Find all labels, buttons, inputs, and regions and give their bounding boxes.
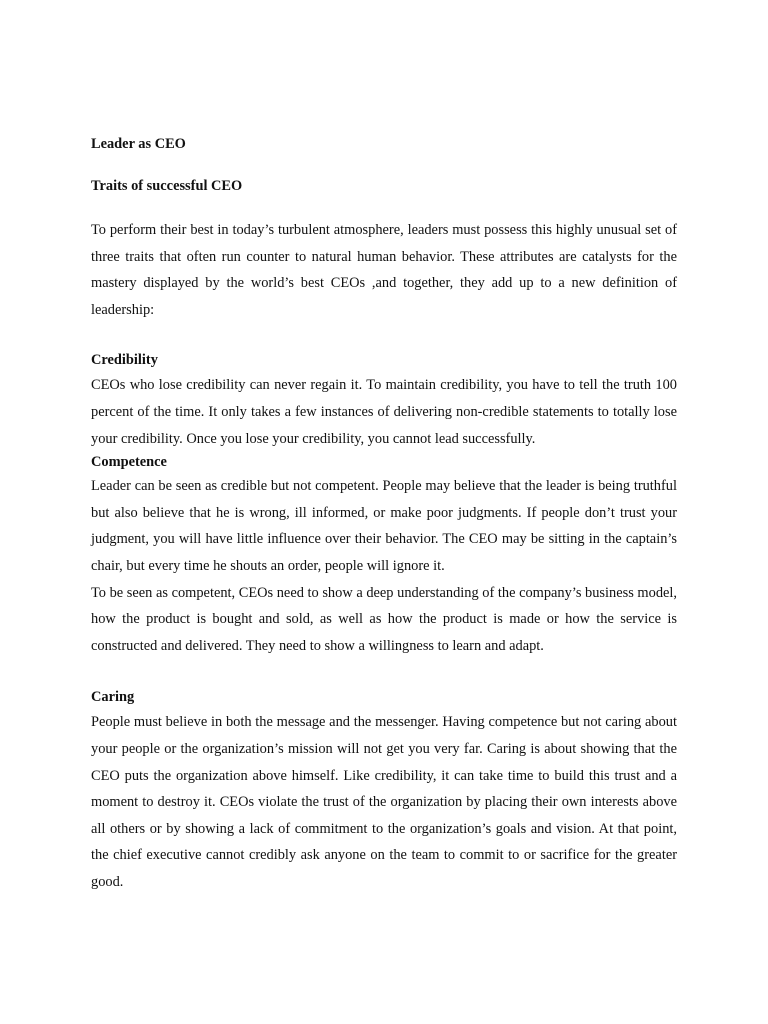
section-heading-caring: Caring xyxy=(91,689,135,706)
section-heading-credibility: Credibility xyxy=(91,352,158,369)
document-title: Leader as CEO xyxy=(91,136,186,152)
document-subtitle: Traits of successful CEO xyxy=(91,178,243,194)
intro-paragraph: To perform their best in today’s turbulent atmosphere, leaders must possess this highly unusual set of three traits that often run counter to natural human behavior. These attributes are catalysts for the mastery displayed by the world’s best CEOs ,and together, they add up to a new definition of leadership: xyxy=(91,222,677,318)
competence-paragraph-1: Leader can be seen as credible but not competent. People may believe that the leader is being truthful but also believe that he is wrong, ill informed, or make poor judgments. If people don’t trust your judgment, you will have little influence over their behavior. The CEO may be sitting in the captain’s chair, but every time he shouts an order, people will ignore it. xyxy=(91,478,677,574)
competence-paragraph-2: To be seen as competent, CEOs need to show a deep understanding of the company’s business model, how the product is bought and sold, as well as how the product is made or how the service is constructed and delivered. They need to show a willingness to learn and adapt. xyxy=(91,584,677,654)
document-body xyxy=(91,126,677,895)
caring-paragraph: People must believe in both the message and the messenger. Having competence but not caring about your people or the organization’s mission will not get you very far. Caring is about showing that the CEO puts the organization above himself. Like credibility, it can take time to build this trust and a moment to destroy it. CEOs violate the trust of the organization by placing their own interests above all others or by showing a lack of commitment to the organization’s goals and vision. At that point, the chief executive cannot credibly ask anyone on the team to commit to or sacrifice for the greater good. xyxy=(91,714,677,890)
credibility-paragraph: CEOs who lose credibility can never regain it. To maintain credibility, you have to tell the truth 100 percent of the time. It only takes a few instances of delivering non-credible statements to totally lose your credibility. Once you lose your credibility, you cannot lead successfully. xyxy=(91,377,677,447)
section-heading-competence: Competence xyxy=(91,454,167,471)
